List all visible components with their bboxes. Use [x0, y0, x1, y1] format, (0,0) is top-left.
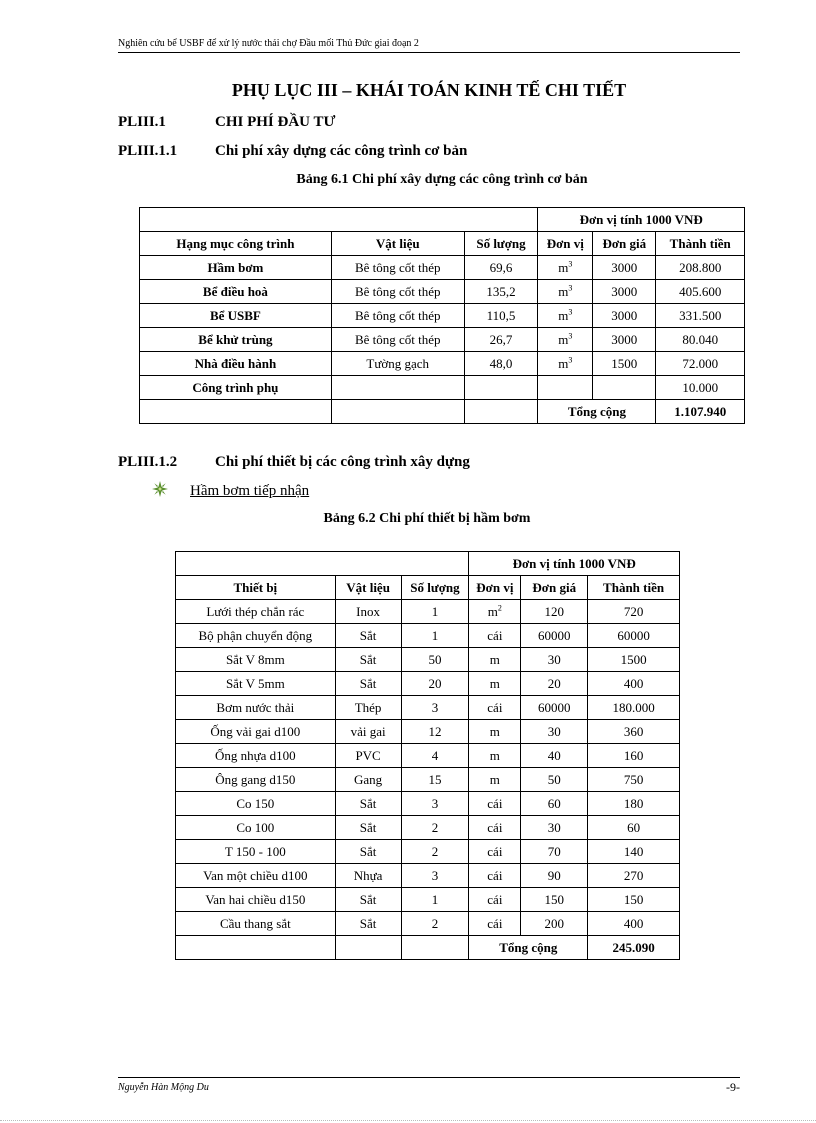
quantity-cell: 48,0 — [464, 352, 538, 376]
unit-text: cái — [487, 795, 503, 811]
unit-price-cell: 30 — [521, 720, 588, 744]
amount-cell: 1500 — [588, 648, 680, 672]
page-title: PHỤ LỤC III – KHÁI TOÁN KINH TẾ CHI TIẾT — [231, 80, 627, 100]
column-header: Hạng mục công trình — [140, 232, 332, 256]
table-row — [176, 792, 680, 816]
quantity-cell: 4 — [401, 744, 469, 768]
unit-price-cell: 3000 — [593, 280, 656, 304]
total-value: 1.107.940 — [656, 400, 745, 424]
amount-cell: 140 — [588, 840, 680, 864]
unit-price-cell: 70 — [521, 840, 588, 864]
unit-price-cell: 40 — [521, 744, 588, 768]
section-text: Chi phí thiết bị các công trình xây dựng — [215, 454, 470, 470]
amount-cell: 400 — [588, 912, 680, 936]
unit-cell — [469, 864, 521, 888]
unit-price-cell: 120 — [521, 600, 588, 624]
amount-cell: 160 — [588, 744, 680, 768]
item-name-cell: Sắt V 5mm — [176, 672, 336, 696]
unit-text: cái — [487, 867, 503, 883]
column-header: Đơn vị — [469, 576, 521, 600]
unit-price-cell: 60000 — [521, 624, 588, 648]
table-row — [140, 304, 745, 328]
material-cell: Bê tông cốt thép — [331, 328, 464, 352]
item-name-cell: Cầu thang sắt — [176, 912, 336, 936]
item-name-cell: Lưới thép chắn rác — [176, 600, 336, 624]
unit-price-cell: 20 — [521, 672, 588, 696]
unit-text: m — [489, 651, 500, 667]
unit-price-cell: 30 — [521, 648, 588, 672]
column-header: Vật liệu — [335, 576, 401, 600]
section-heading-1-1 — [118, 143, 467, 160]
quantity-cell: 1 — [401, 888, 469, 912]
table-unit-row — [140, 208, 745, 232]
table-row — [176, 600, 680, 624]
quantity-cell: 2 — [401, 912, 469, 936]
amount-cell: 331.500 — [656, 304, 745, 328]
table-row — [176, 864, 680, 888]
unit-cell — [469, 768, 521, 792]
unit-cell — [469, 672, 521, 696]
quantity-cell — [464, 376, 538, 400]
quantity-cell: 69,6 — [464, 256, 538, 280]
unit-text: cái — [487, 843, 503, 859]
table2-caption: Bảng 6.2 Chi phí thiết bị hầm bơm — [323, 511, 531, 526]
unit-cell — [469, 792, 521, 816]
material-cell: vải gai — [335, 720, 401, 744]
material-cell: Sắt — [335, 888, 401, 912]
column-header: Đơn giá — [593, 232, 656, 256]
unit-exponent: 3 — [568, 307, 573, 317]
amount-cell: 72.000 — [656, 352, 745, 376]
table-row — [176, 912, 680, 936]
unit-price-cell: 3000 — [593, 304, 656, 328]
unit-price-cell: 3000 — [593, 328, 656, 352]
amount-cell: 270 — [588, 864, 680, 888]
amount-cell: 750 — [588, 768, 680, 792]
empty-cell — [401, 936, 469, 960]
table-row — [176, 648, 680, 672]
amount-cell: 720 — [588, 600, 680, 624]
quantity-cell: 20 — [401, 672, 469, 696]
material-cell: Sắt — [335, 792, 401, 816]
unit-exponent: 3 — [568, 259, 573, 269]
unit-text: m — [558, 283, 569, 299]
unit-exponent: 3 — [568, 283, 573, 293]
section-text: CHI PHÍ ĐẦU TƯ — [215, 114, 336, 130]
quantity-cell: 2 — [401, 816, 469, 840]
item-name-cell: Bộ phận chuyển động — [176, 624, 336, 648]
table-row — [176, 624, 680, 648]
material-cell: Sắt — [335, 840, 401, 864]
unit-cell — [469, 648, 521, 672]
unit-price-cell: 90 — [521, 864, 588, 888]
material-cell: Tường gạch — [331, 352, 464, 376]
unit-text: cái — [487, 699, 503, 715]
unit-cell — [469, 816, 521, 840]
amount-cell: 150 — [588, 888, 680, 912]
unit-exponent: 3 — [568, 355, 573, 365]
column-header: Đơn giá — [521, 576, 588, 600]
unit-price-cell — [593, 376, 656, 400]
bullet-label: Hầm bơm tiếp nhận — [190, 483, 310, 499]
item-name-cell: Ống nhựa d100 — [176, 744, 336, 768]
amount-cell: 405.600 — [656, 280, 745, 304]
unit-cell — [538, 256, 593, 280]
column-header: Đơn vị — [538, 232, 593, 256]
item-name-cell: Bể điều hoà — [140, 280, 332, 304]
unit-text: cái — [487, 891, 503, 907]
table-construction-cost — [139, 207, 745, 424]
unit-text: m — [487, 603, 498, 619]
amount-cell: 360 — [588, 720, 680, 744]
amount-cell: 400 — [588, 672, 680, 696]
page-edge-divider — [0, 1120, 816, 1121]
quantity-cell: 50 — [401, 648, 469, 672]
table-row — [176, 696, 680, 720]
unit-cell — [469, 600, 521, 624]
column-header: Thiết bị — [176, 576, 336, 600]
column-header: Số lượng — [464, 232, 538, 256]
empty-cell — [464, 400, 538, 424]
unit-cell — [469, 744, 521, 768]
item-name-cell: Sắt V 8mm — [176, 648, 336, 672]
unit-exponent: 3 — [568, 331, 573, 341]
empty-cell — [176, 936, 336, 960]
material-cell: Sắt — [335, 648, 401, 672]
unit-label: Đơn vị tính 1000 VNĐ — [538, 208, 745, 232]
amount-cell: 80.040 — [656, 328, 745, 352]
unit-price-cell: 30 — [521, 816, 588, 840]
quantity-cell: 110,5 — [464, 304, 538, 328]
unit-text: m — [558, 307, 569, 323]
material-cell: Bê tông cốt thép — [331, 280, 464, 304]
unit-text: cái — [487, 915, 503, 931]
column-header: Vật liệu — [331, 232, 464, 256]
quantity-cell: 12 — [401, 720, 469, 744]
quantity-cell: 26,7 — [464, 328, 538, 352]
unit-text: cái — [487, 819, 503, 835]
section-text: Chi phí xây dựng các công trình cơ bản — [215, 143, 468, 159]
material-cell — [331, 376, 464, 400]
material-cell: Sắt — [335, 912, 401, 936]
unit-text: m — [489, 675, 500, 691]
unit-cell — [538, 328, 593, 352]
table1-caption: Bảng 6.1 Chi phí xây dựng các công trình cơ bản — [296, 172, 588, 187]
item-name-cell: Bơm nước thải — [176, 696, 336, 720]
table-row — [140, 376, 745, 400]
item-name-cell: Van hai chiều d150 — [176, 888, 336, 912]
table-row — [176, 720, 680, 744]
item-name-cell: Bể USBF — [140, 304, 332, 328]
amount-cell: 180 — [588, 792, 680, 816]
page-footer: Nguyễn Hàn Mộng Du — [118, 1077, 740, 1093]
flower-bullet-icon — [152, 481, 168, 502]
unit-cell — [469, 912, 521, 936]
section-heading-1 — [118, 114, 335, 131]
quantity-cell: 135,2 — [464, 280, 538, 304]
bullet-item — [152, 481, 309, 502]
column-header: Thành tiền — [656, 232, 745, 256]
quantity-cell: 2 — [401, 840, 469, 864]
unit-cell — [538, 280, 593, 304]
unit-price-cell: 3000 — [593, 256, 656, 280]
page-header: Nghiên cứu bể USBF để xử lý nước thải chợ Đầu mối Thủ Đức giai đoạn 2 — [118, 38, 740, 53]
column-header: Số lượng — [401, 576, 469, 600]
amount-cell: 60 — [588, 816, 680, 840]
unit-cell — [538, 376, 593, 400]
unit-price-cell: 1500 — [593, 352, 656, 376]
amount-cell: 208.800 — [656, 256, 745, 280]
unit-text: m — [558, 331, 569, 347]
material-cell: Sắt — [335, 624, 401, 648]
page-number: -9- — [726, 1080, 740, 1094]
material-cell: PVC — [335, 744, 401, 768]
table-total-row — [176, 936, 680, 960]
material-cell: Bê tông cốt thép — [331, 256, 464, 280]
empty-cell — [331, 400, 464, 424]
table-row — [140, 280, 745, 304]
material-cell: Nhựa — [335, 864, 401, 888]
table-unit-row — [176, 552, 680, 576]
table-row — [176, 888, 680, 912]
quantity-cell: 1 — [401, 600, 469, 624]
item-name-cell: Nhà điều hành — [140, 352, 332, 376]
table-header-row — [140, 232, 745, 256]
total-label: Tổng cộng — [469, 936, 588, 960]
column-header: Thành tiền — [588, 576, 680, 600]
quantity-cell: 1 — [401, 624, 469, 648]
unit-cell — [538, 304, 593, 328]
empty-cell — [140, 400, 332, 424]
unit-text: m — [489, 771, 500, 787]
unit-price-cell: 200 — [521, 912, 588, 936]
unit-cell — [469, 840, 521, 864]
material-cell: Thép — [335, 696, 401, 720]
item-name-cell: T 150 - 100 — [176, 840, 336, 864]
item-name-cell: Hầm bơm — [140, 256, 332, 280]
unit-cell — [469, 720, 521, 744]
empty-cell — [335, 936, 401, 960]
amount-cell: 10.000 — [656, 376, 745, 400]
unit-price-cell: 60000 — [521, 696, 588, 720]
item-name-cell: Công trình phụ — [140, 376, 332, 400]
table-pump-equipment-cost — [175, 551, 680, 960]
empty-cell — [140, 208, 538, 232]
table-row — [176, 744, 680, 768]
table-row — [140, 328, 745, 352]
quantity-cell: 3 — [401, 864, 469, 888]
section-heading-1-2 — [118, 454, 470, 471]
material-cell: Sắt — [335, 672, 401, 696]
unit-text: m — [489, 723, 500, 739]
item-name-cell: Bể khử trùng — [140, 328, 332, 352]
unit-text: m — [558, 259, 569, 275]
amount-cell: 180.000 — [588, 696, 680, 720]
table-row — [176, 672, 680, 696]
unit-price-cell: 50 — [521, 768, 588, 792]
unit-label: Đơn vị tính 1000 VNĐ — [469, 552, 680, 576]
item-name-cell: Co 150 — [176, 792, 336, 816]
section-number: PLIII.1 — [118, 114, 166, 130]
unit-text: m — [489, 747, 500, 763]
section-number: PLIII.1.2 — [118, 454, 178, 470]
table-row — [140, 352, 745, 376]
material-cell: Bê tông cốt thép — [331, 304, 464, 328]
quantity-cell: 3 — [401, 696, 469, 720]
unit-text: cái — [487, 627, 503, 643]
table-header-row — [176, 576, 680, 600]
unit-cell — [469, 624, 521, 648]
material-cell: Gang — [335, 768, 401, 792]
empty-cell — [176, 552, 469, 576]
item-name-cell: Van một chiều d100 — [176, 864, 336, 888]
quantity-cell: 3 — [401, 792, 469, 816]
item-name-cell: Co 100 — [176, 816, 336, 840]
table-row — [176, 768, 680, 792]
unit-cell — [538, 352, 593, 376]
unit-cell — [469, 888, 521, 912]
unit-cell — [469, 696, 521, 720]
item-name-cell: Ống vải gai d100 — [176, 720, 336, 744]
section-number: PLIII.1.1 — [118, 143, 178, 159]
table-total-row — [140, 400, 745, 424]
total-value: 245.090 — [588, 936, 680, 960]
quantity-cell: 15 — [401, 768, 469, 792]
unit-text: m — [558, 355, 569, 371]
table-row — [140, 256, 745, 280]
unit-exponent: 2 — [497, 603, 502, 613]
amount-cell: 60000 — [588, 624, 680, 648]
item-name-cell: Ông gang d150 — [176, 768, 336, 792]
material-cell: Sắt — [335, 816, 401, 840]
table-row — [176, 840, 680, 864]
table-row — [176, 816, 680, 840]
total-label: Tổng cộng — [538, 400, 656, 424]
unit-price-cell: 60 — [521, 792, 588, 816]
unit-price-cell: 150 — [521, 888, 588, 912]
material-cell: Inox — [335, 600, 401, 624]
